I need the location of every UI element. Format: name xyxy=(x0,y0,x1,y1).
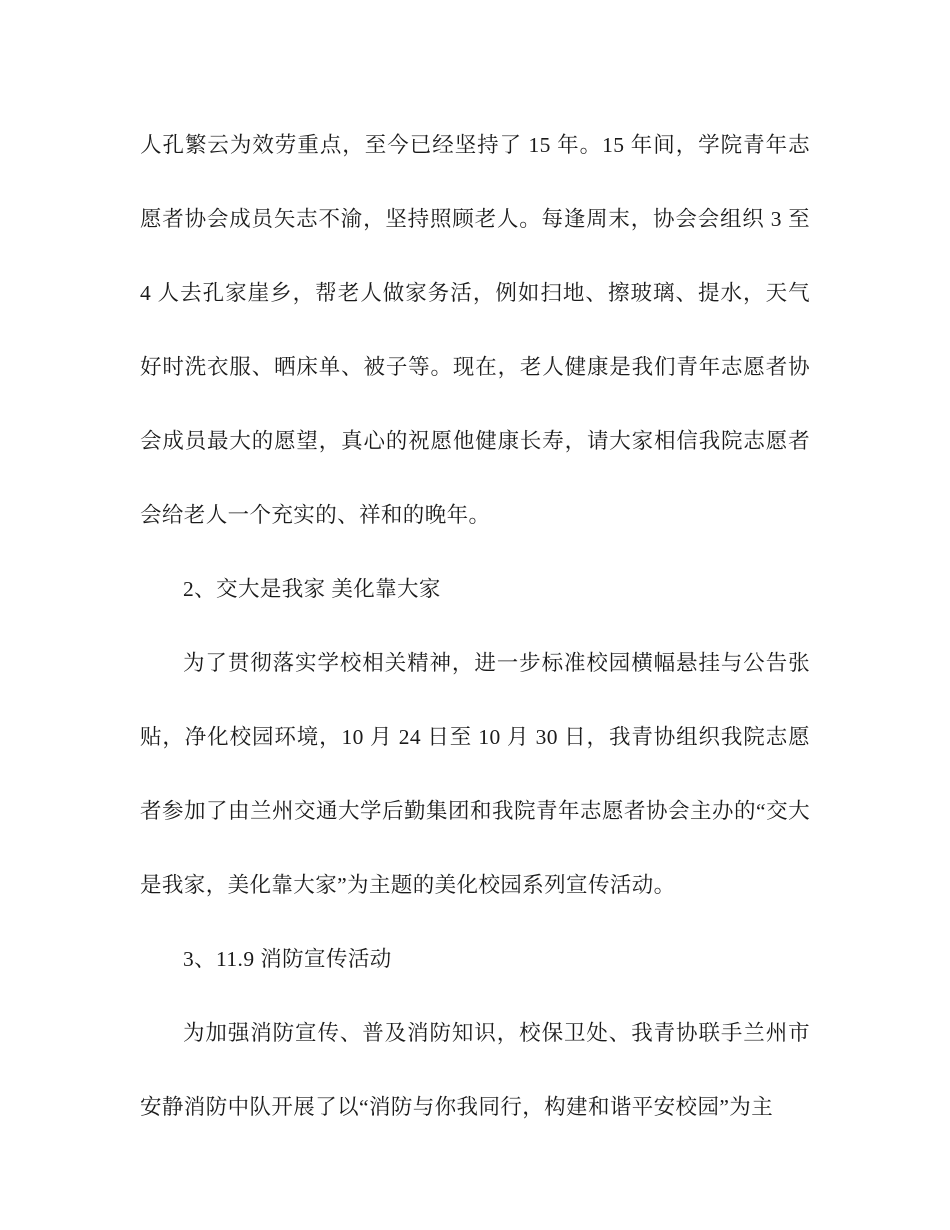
paragraph-continued: 人孔繁云为效劳重点，至今已经坚持了 15 年。15 年间，学院青年志愿者协会成员矢志不渝，坚持照顾老人。每逢周末，协会会组织 3 至 4 人去孔家崖乡，帮老人做家务活，例如扫地、擦玻璃、提水，天气好时洗衣服、晒床单、被子等。现在，老人健康是我们青年志愿者协会成员最大的愿望，真心的祝愿他健康长寿，请大家相信我院志愿者会给老人一个充实的、祥和的晚年。 xyxy=(140,133,810,527)
section-heading-2: 2、交大是我家 美化靠大家 xyxy=(183,577,441,601)
paragraph-section-2: 为了贯彻落实学校相关精神，进一步标准校园横幅悬挂与公告张贴，净化校园环境，10 月 24 日至 10 月 30 日，我青协组织我院志愿者参加了由兰州交通大学后勤集团和我院青年志愿者协会主办的“交大是我家，美化靠大家”为主题的美化校园系列宣传活动。 xyxy=(140,651,810,897)
section-heading-3: 3、11.9 消防宣传活动 xyxy=(183,947,392,971)
document-body xyxy=(140,108,810,1144)
paragraph-section-3: 为加强消防宣传、普及消防知识，校保卫处、我青协联手兰州市安静消防中队开展了以“消防与你我同行，构建和谐平安校园”为主 xyxy=(140,1021,810,1119)
